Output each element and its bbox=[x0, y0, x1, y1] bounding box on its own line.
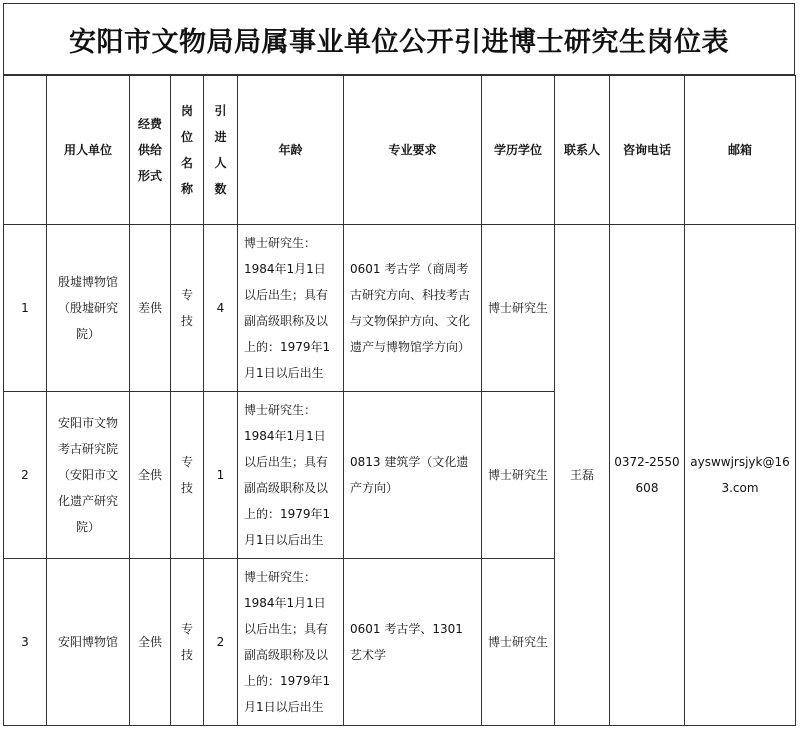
row-post bbox=[171, 392, 204, 559]
header-count bbox=[204, 76, 238, 225]
table-row bbox=[4, 225, 796, 392]
row-count: 4 bbox=[204, 225, 238, 392]
row-funding: 全供 bbox=[130, 392, 171, 559]
row-degree: 博士研究生 bbox=[482, 225, 555, 392]
row-major: 0601 考古学、1301 艺术学 bbox=[344, 559, 482, 726]
row-unit-text: 安阳市文物考古研究院（安阳市文化遗产研究院） bbox=[58, 416, 119, 534]
row-count: 2 bbox=[204, 559, 238, 726]
header-age: 年龄 bbox=[238, 76, 344, 225]
row-unit bbox=[47, 392, 130, 559]
row-unit bbox=[47, 225, 130, 392]
row-age: 博士研究生：1984年1月1日以后出生；具有副高级职称及以上的：1979年1月1日以后出生 bbox=[238, 392, 344, 559]
row-index: 2 bbox=[4, 392, 47, 559]
row-post bbox=[171, 559, 204, 726]
row-count: 1 bbox=[204, 392, 238, 559]
header-unit bbox=[47, 76, 130, 225]
header-index bbox=[4, 76, 47, 225]
header-post-name bbox=[171, 76, 204, 225]
row-age: 博士研究生：1984年1月1日以后出生；具有副高级职称及以上的：1979年1月1日以后出生 bbox=[238, 559, 344, 726]
row-unit-text: 殷墟博物馆（殷墟研究院） bbox=[58, 275, 119, 341]
row-unit: 安阳博物馆 bbox=[47, 559, 130, 726]
header-row bbox=[4, 76, 796, 225]
positions-table bbox=[3, 75, 796, 726]
row-post-text: 专技 bbox=[180, 288, 193, 328]
row-index: 1 bbox=[4, 225, 47, 392]
email-text: ayswwjrsjyk@163.com bbox=[690, 455, 790, 495]
header-count-label: 引进人数 bbox=[214, 104, 227, 196]
header-contact: 联系人 bbox=[555, 76, 610, 225]
row-major: 0601 考古学（商周考古研究方向、科技考古与文物保护方向、文化遗产与博物馆学方向） bbox=[344, 225, 482, 392]
row-degree: 博士研究生 bbox=[482, 559, 555, 726]
header-funding bbox=[130, 76, 171, 225]
row-major: 0813 建筑学（文化遗产方向） bbox=[344, 392, 482, 559]
header-degree: 学历学位 bbox=[482, 76, 555, 225]
header-funding-label: 经费供给形式 bbox=[137, 117, 162, 183]
header-phone: 咨询电话 bbox=[610, 76, 685, 225]
phone-text: 0372-2550608 bbox=[614, 455, 680, 495]
row-funding: 差供 bbox=[130, 225, 171, 392]
email-cell bbox=[685, 225, 796, 726]
header-post-label: 岗位名称 bbox=[180, 104, 193, 196]
row-age: 博士研究生：1984年1月1日以后出生；具有副高级职称及以上的：1979年1月1日以后出生 bbox=[238, 225, 344, 392]
header-unit-label: 用人单位 bbox=[63, 143, 112, 157]
phone-cell bbox=[610, 225, 685, 726]
row-funding: 全供 bbox=[130, 559, 171, 726]
row-index: 3 bbox=[4, 559, 47, 726]
row-post-text: 专技 bbox=[180, 622, 193, 662]
page-title: 安阳市文物局局属事业单位公开引进博士研究生岗位表 bbox=[69, 26, 729, 58]
header-email: 邮箱 bbox=[685, 76, 796, 225]
header-major: 专业要求 bbox=[344, 76, 482, 225]
row-post bbox=[171, 225, 204, 392]
row-post-text: 专技 bbox=[180, 455, 193, 495]
contact-cell: 王磊 bbox=[555, 225, 610, 726]
title-box bbox=[3, 3, 795, 75]
row-degree: 博士研究生 bbox=[482, 392, 555, 559]
